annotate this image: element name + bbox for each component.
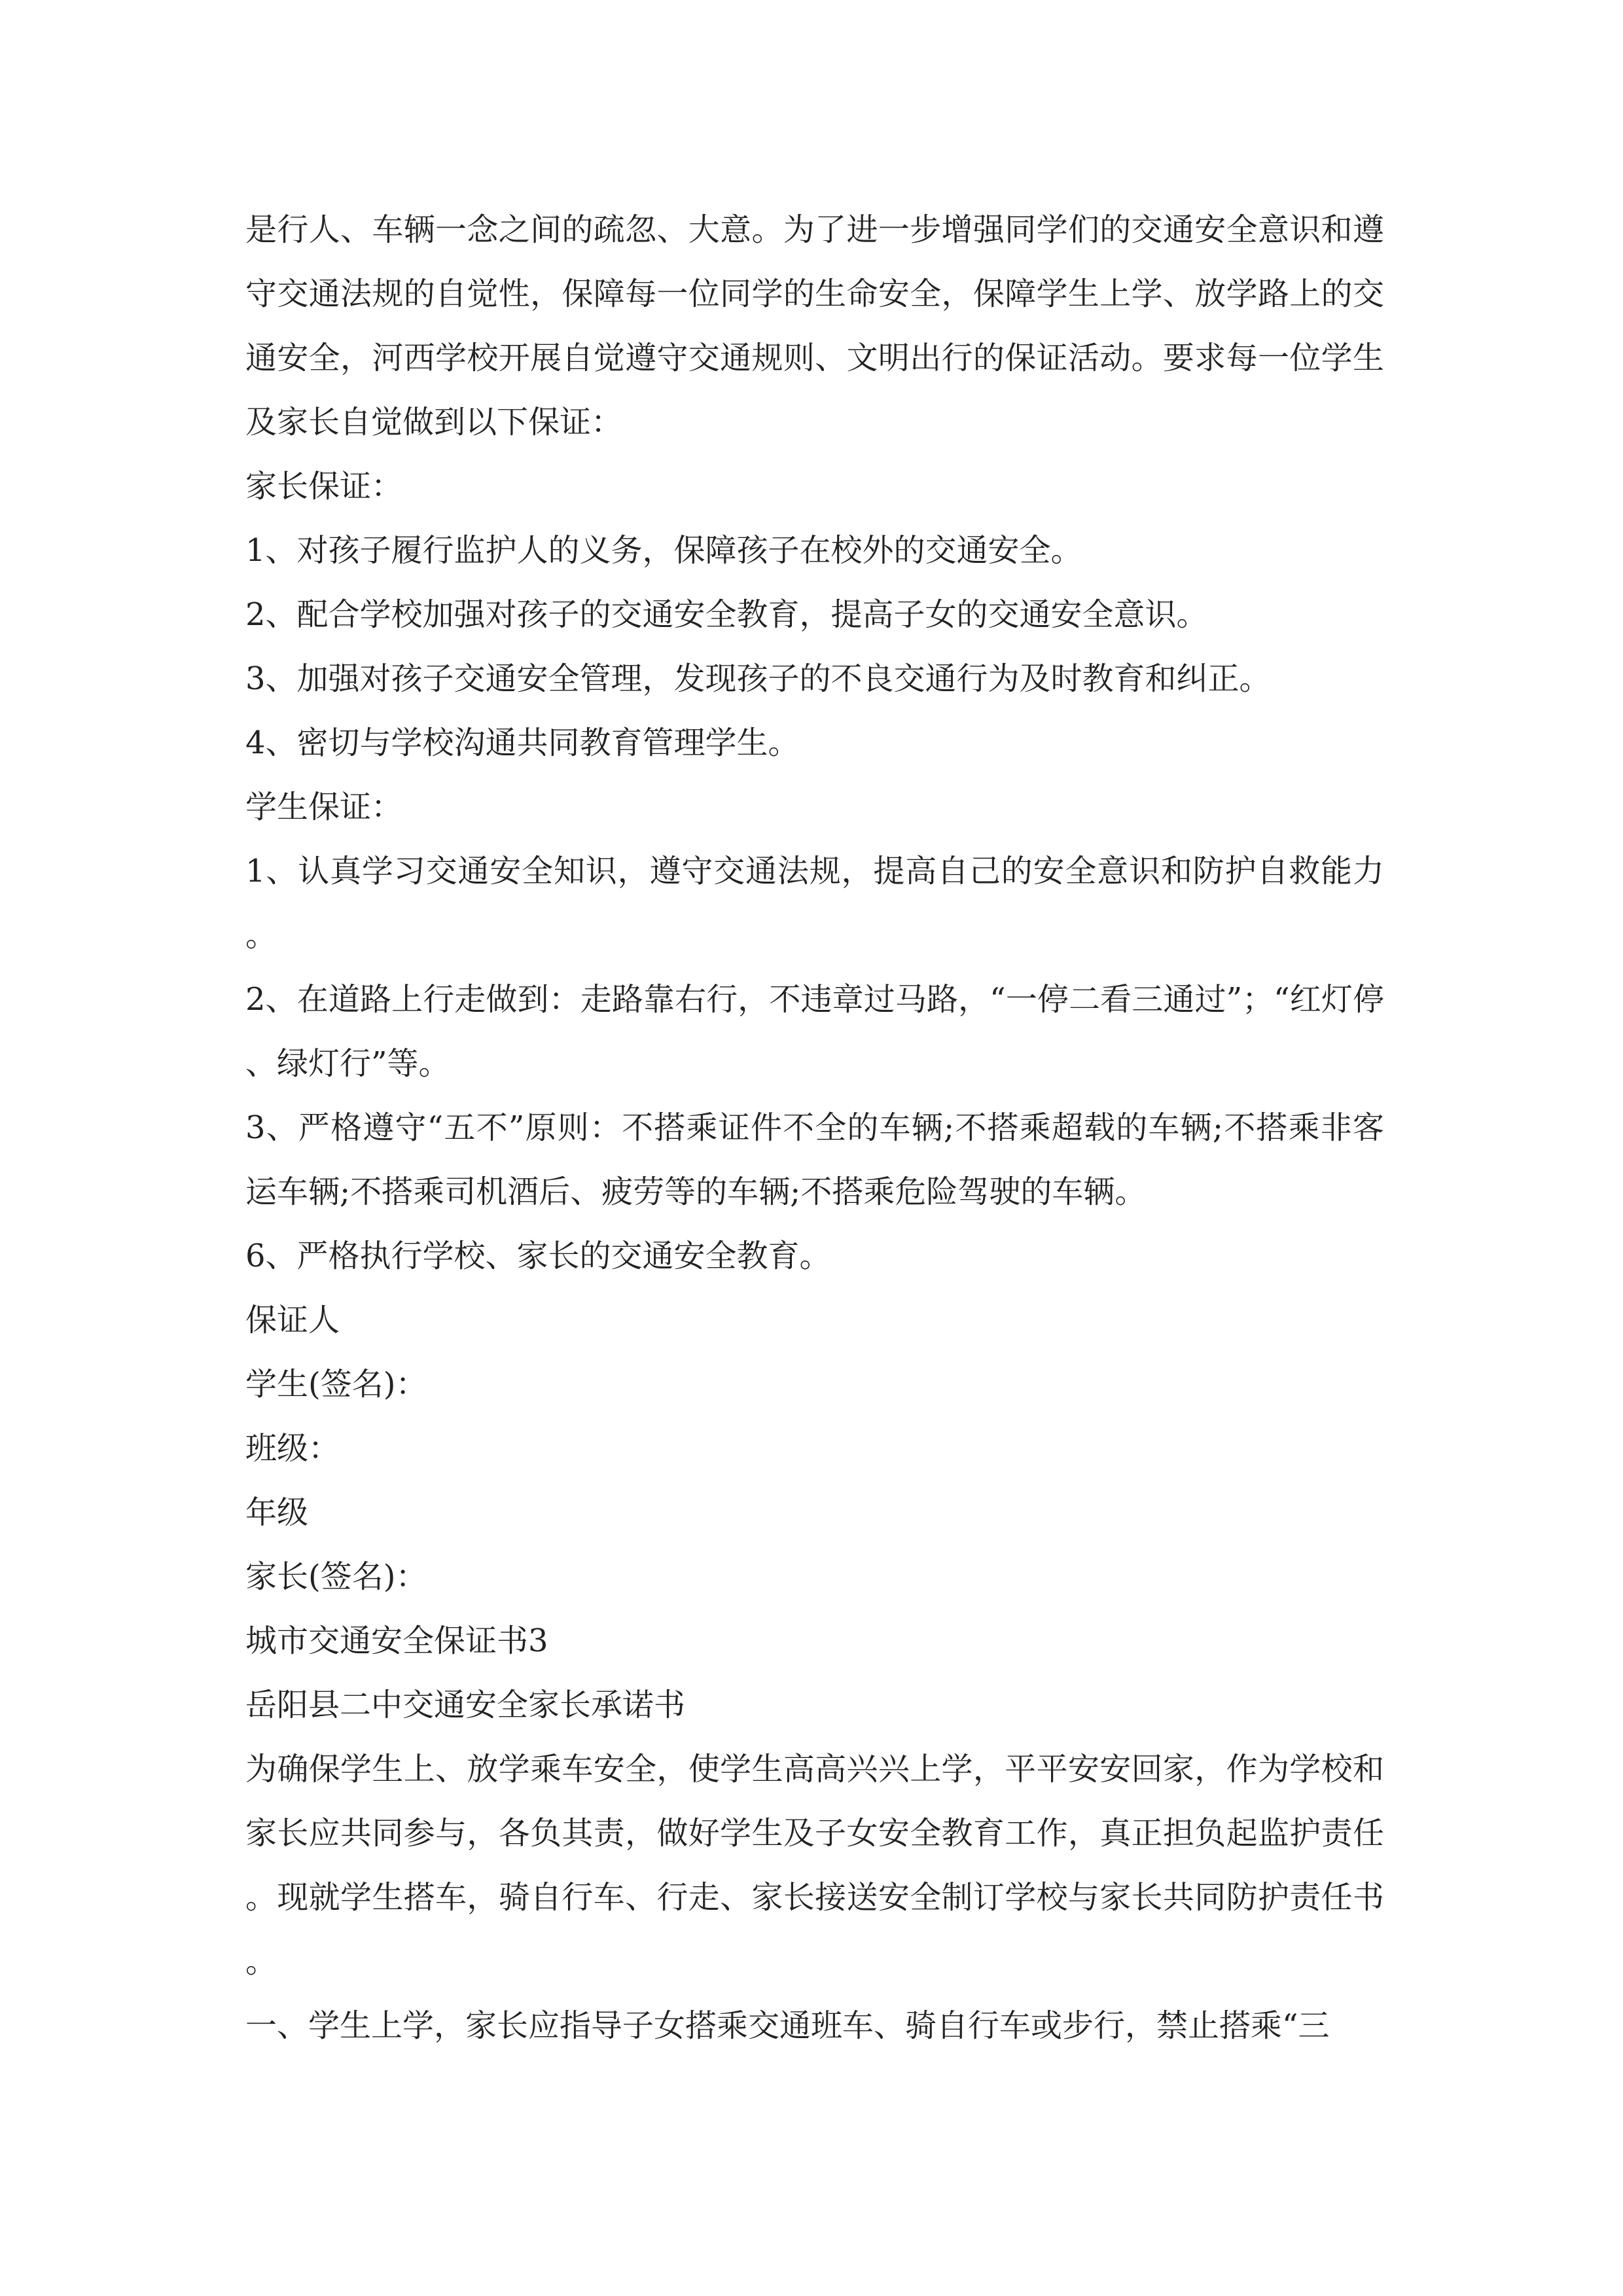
document-body <box>245 198 1384 2058</box>
student-guarantee-item: 6、严格执行学校、家长的交通安全教育。 <box>245 1238 831 1274</box>
pledge-title: 岳阳县二中交通安全家长承诺书 <box>245 1687 686 1723</box>
grade-line: 年级 <box>245 1494 309 1531</box>
pledge-item: 一、学生上学，家长应指导子女搭乘交通班车、骑自行车或步行，禁止搭乘“三 <box>245 2007 1330 2044</box>
student-guarantee-heading: 学生保证： <box>245 789 403 825</box>
section-title: 城市交通安全保证书3 <box>245 1623 548 1659</box>
student-signature-line: 学生(签名)： <box>245 1366 427 1403</box>
intro-paragraph: 是行人、车辆一念之间的疏忽、大意。为了进一步增强同学们的交通安全意识和遵守交通法规的自觉性，保障每一位同学的生命安全，保障学生上学、放学路上的交通安全，河西学校开展自觉遵守交通规则、文明出行的保证活动。要求每一位学生及家长自觉做到以下保证： <box>245 211 1384 440</box>
student-guarantee-item: 3、严格遵守“五不”原则：不搭乘证件不全的车辆;不搭乘超载的车辆;不搭乘非客运车辆;不搭乘司机酒后、疲劳等的车辆;不搭乘危险驾驶的车辆。 <box>245 1109 1384 1210</box>
class-line: 班级： <box>245 1430 340 1467</box>
pledge-intro-paragraph: 为确保学生上、放学乘车安全，使学生高高兴兴上学，平平安安回家，作为学校和家长应共同参与，各负其责，做好学生及子女安全教育工作，真正担负起监护责任。现就学生搭车，骑自行车、行走、家长接送安全制订学校与家长共同防护责任书。 <box>245 1751 1384 1980</box>
parent-signature-line: 家长(签名)： <box>245 1558 427 1595</box>
parent-guarantee-heading: 家长保证： <box>245 468 403 505</box>
parent-guarantee-item: 3、加强对孩子交通安全管理，发现孩子的不良交通行为及时教育和纠正。 <box>245 660 1271 697</box>
student-guarantee-item: 2、在道路上行走做到：走路靠右行，不违章过马路，“一停二看三通过”；“红灯停、绿灯行”等。 <box>245 981 1384 1082</box>
parent-guarantee-item: 2、配合学校加强对孩子的交通安全教育，提高子女的交通安全意识。 <box>245 596 1208 633</box>
parent-guarantee-item: 1、对孩子履行监护人的义务，保障孩子在校外的交通安全。 <box>245 532 1082 569</box>
student-guarantee-item: 1、认真学习交通安全知识，遵守交通法规，提高自己的安全意识和防护自救能力。 <box>245 853 1384 954</box>
guarantor-label: 保证人 <box>245 1302 340 1338</box>
parent-guarantee-item: 4、密切与学校沟通共同教育管理学生。 <box>245 725 800 761</box>
